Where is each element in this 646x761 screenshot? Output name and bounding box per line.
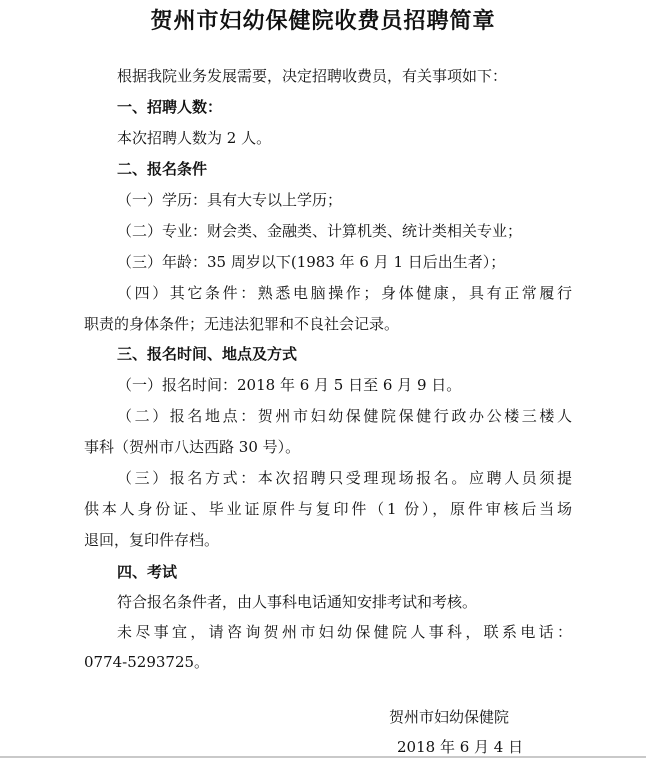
section-heading-registration: 三、报名时间、地点及方式 xyxy=(117,345,298,363)
signature-date: 2018 年 6 月 4 日 xyxy=(397,738,524,756)
registration-method-line-2: 供本人身份证、毕业证原件与复印件（1 份），原件审核后当场 xyxy=(84,500,572,518)
requirement-other-line-2: 职责的身体条件；无违法犯罪和不良社会记录。 xyxy=(84,315,400,333)
section-heading-recruit-count: 一、招聘人数： xyxy=(117,98,223,116)
requirement-other-line-1: （四）其它条件：熟悉电脑操作；身体健康，具有正常履行 xyxy=(117,284,572,302)
intro-paragraph: 根据我院业务发展需要，决定招聘收费员，有关事项如下： xyxy=(117,67,508,85)
contact-phone: 0774-5293725。 xyxy=(84,653,210,671)
recruit-count-text: 本次招聘人数为 2 人。 xyxy=(117,129,272,147)
page-bottom-divider xyxy=(0,756,646,758)
registration-time: （一）报名时间：2018 年 6 月 5 日至 6 月 9 日。 xyxy=(117,376,462,394)
exam-notice: 符合报名条件者，由人事科电话通知安排考试和考核。 xyxy=(117,593,478,611)
registration-place-line-2: 事科（贺州市八达西路 30 号）。 xyxy=(84,438,301,456)
section-heading-exam: 四、考试 xyxy=(117,563,178,581)
requirement-education: （一）学历：具有大专以上学历； xyxy=(117,191,343,209)
signature-organization: 贺州市妇幼保健院 xyxy=(389,708,510,726)
requirement-major: （二）专业：财会类、金融类、计算机类、统计类相关专业； xyxy=(117,222,523,240)
registration-method-line-1: （三）报名方式：本次招聘只受理现场报名。应聘人员须提 xyxy=(117,469,572,487)
requirement-age: （三）年龄：35 周岁以下(1983 年 6 月 1 日后出生者）； xyxy=(117,253,506,271)
registration-place-line-1: （二）报名地点：贺州市妇幼保健院保健行政办公楼三楼人 xyxy=(117,407,572,425)
contact-line-1: 未尽事宜，请咨询贺州市妇幼保健院人事科，联系电话： xyxy=(117,623,572,641)
document-title: 贺州市妇幼保健院收费员招聘简章 xyxy=(150,9,496,34)
registration-method-line-3: 退回，复印件存档。 xyxy=(84,531,220,549)
section-heading-requirements: 二、报名条件 xyxy=(117,160,208,178)
